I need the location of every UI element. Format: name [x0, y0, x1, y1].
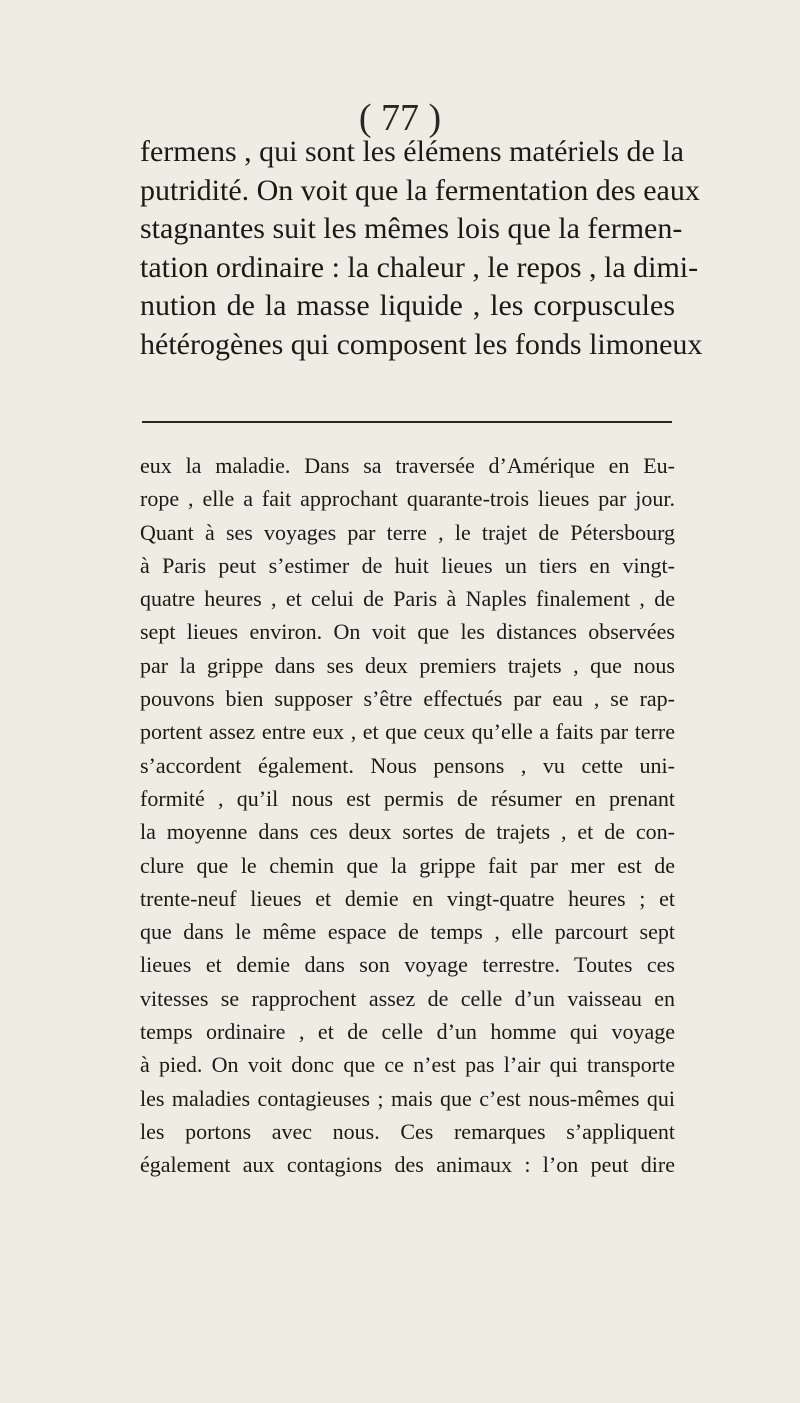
- text-line: putridité. On voit que la fermentation des eaux: [140, 173, 700, 207]
- footnote-line: la moyenne dans ces deux sortes de trajets , et de con-: [140, 819, 675, 845]
- footnote-line: à Paris peut s’estimer de huit lieues un tiers en vingt-: [140, 552, 675, 578]
- footnote-line: vitesses se rapprochent assez de celle d’un vaisseau en: [140, 985, 675, 1011]
- footnote-line: pouvons bien supposer s’être effectués par eau , se rap-: [140, 686, 675, 712]
- main-text-block: [140, 133, 703, 365]
- footnote-line: les portons avec nous. Ces remarques s’appliquent: [140, 1118, 675, 1144]
- footnote-line: trente-neuf lieues et demie en vingt-quatre heures ; et: [140, 885, 675, 911]
- footnote-line: rope , elle a fait approchant quarante-trois lieues par jour.: [140, 486, 675, 512]
- footnote-line: que dans le même espace de temps , elle parcourt sept: [140, 919, 675, 945]
- footnote-line: également aux contagions des animaux : l’on peut dire: [140, 1152, 675, 1178]
- footnote-line: eux la maladie. Dans sa traversée d’Amérique en Eu-: [140, 453, 675, 478]
- footnote-line: formité , qu’il nous est permis de résumer en prenant: [140, 785, 675, 811]
- footnote-line: à pied. On voit donc que ce n’est pas l’air qui transporte: [140, 1052, 675, 1078]
- text-line: stagnantes suit les mêmes lois que la fermen-: [140, 212, 683, 246]
- footnote-line: quatre heures , et celui de Paris à Naples finalement , de: [140, 586, 675, 612]
- text-line: fermens , qui sont les élémens matériels de la: [140, 135, 684, 168]
- page-number: ( 77 ): [358, 97, 442, 139]
- footnote-line: les maladies contagieuses ; mais que c’est nous-mêmes qui: [140, 1085, 675, 1111]
- footnote-line: temps ordinaire , et de celle d’un homme qui voyage: [140, 1019, 675, 1045]
- footnote-text-block: [140, 449, 675, 1182]
- footnote-line: Quant à ses voyages par terre , le trajet de Pétersbourg: [140, 519, 675, 545]
- text-line: tation ordinaire : la chaleur , le repos , la dimi-: [140, 250, 699, 284]
- footnote-line: portent assez entre eux , et que ceux qu’elle a faits par terre: [140, 719, 675, 745]
- footnote-divider: [142, 421, 672, 423]
- footnote-line: lieues et demie dans son voyage terrestre. Toutes ces: [140, 952, 675, 978]
- footnote-line: par la grippe dans ses deux premiers trajets , que nous: [140, 652, 675, 678]
- text-line: hétérogènes qui composent les fonds limoneux: [140, 327, 703, 361]
- footnote-line: clure que le chemin que la grippe fait par mer est de: [140, 852, 675, 878]
- footnote-line: sept lieues environ. On voit que les distances observées: [140, 619, 675, 645]
- footnote-line: s’accordent également. Nous pensons , vu cette uni-: [140, 752, 675, 778]
- text-line: nution de la masse liquide , les corpuscules: [140, 289, 675, 323]
